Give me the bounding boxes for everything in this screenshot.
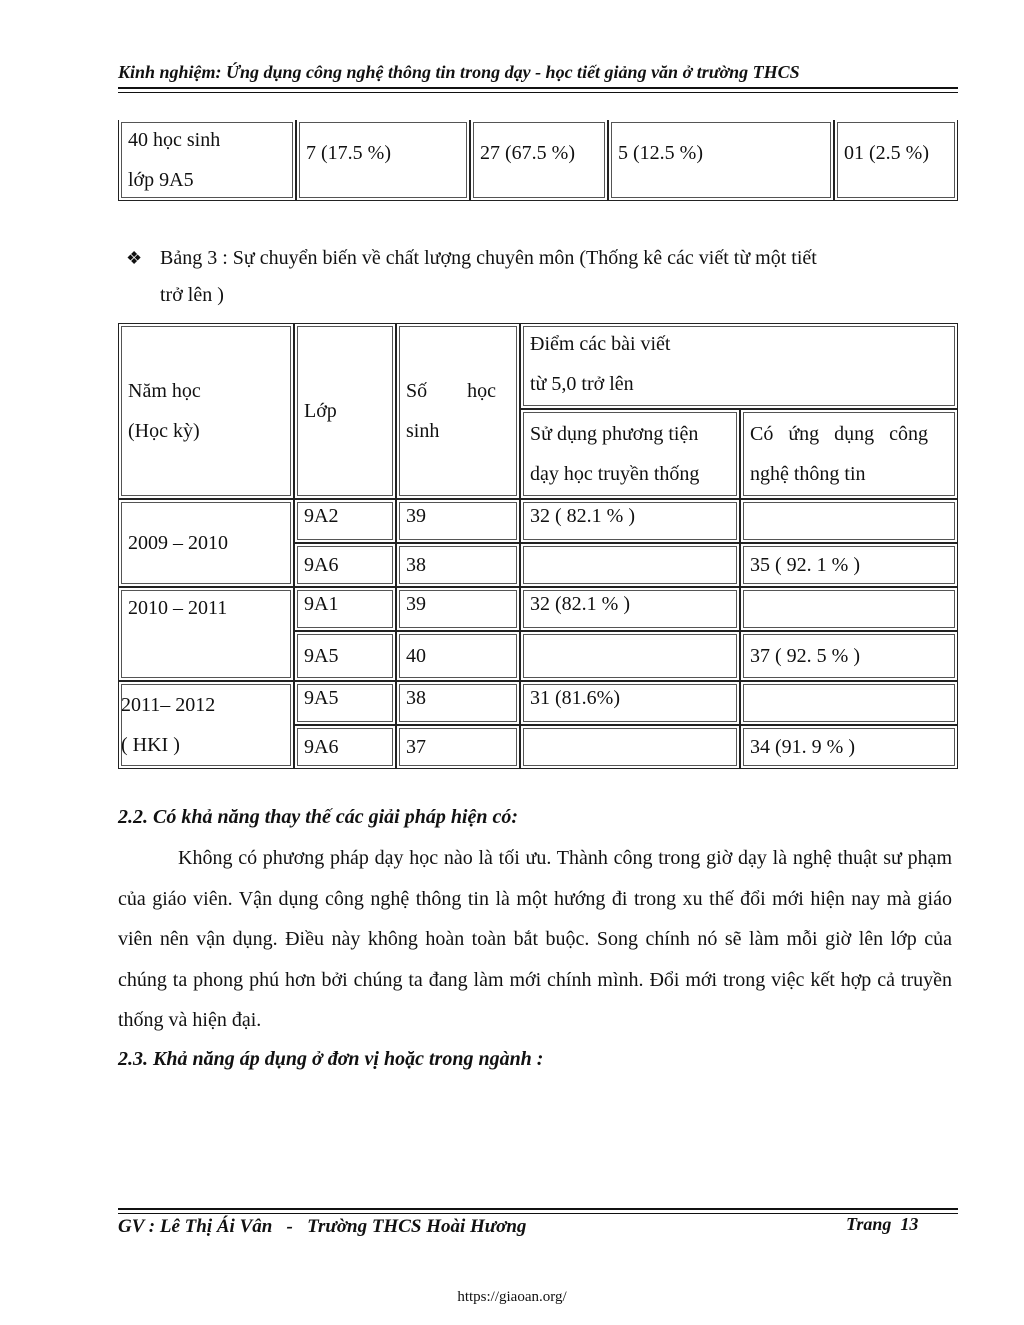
header-year-line: (Học kỳ) xyxy=(128,420,200,442)
students-cell: 39 xyxy=(396,499,520,543)
header-traditional-line: dạy học truyền thống xyxy=(530,463,700,485)
year-cell: 2010 – 2011 xyxy=(118,587,294,681)
students-cell: 38 xyxy=(396,543,520,587)
table-row xyxy=(118,681,958,725)
section-heading-2-2: 2.2. Có khả năng thay thế các giải pháp hiện có: xyxy=(118,806,519,828)
it-cell: 35 ( 92. 1 % ) xyxy=(740,543,958,587)
header-class: Lớp xyxy=(294,323,396,499)
header-students-line: sinh xyxy=(406,420,440,442)
year-cell-line: ( HKI ) xyxy=(121,734,180,756)
it-cell: 37 ( 92. 5 % ) xyxy=(740,631,958,681)
quality-table xyxy=(118,323,958,769)
header-traditional-line: Sử dụng phương tiện xyxy=(530,423,699,445)
it-cell xyxy=(740,587,958,631)
students-cell: 38 xyxy=(396,681,520,725)
table-header-row xyxy=(118,323,958,409)
table-cell: 01 (2.5 %) xyxy=(834,120,958,201)
students-cell: 39 xyxy=(396,587,520,631)
class-cell: 9A5 xyxy=(294,631,396,681)
header-students-line: Số học xyxy=(406,380,496,402)
header-rule xyxy=(118,87,958,93)
students-cell: 40 xyxy=(396,631,520,681)
caption-line: trở lên ) xyxy=(160,284,224,306)
students-cell: 37 xyxy=(396,725,520,769)
header-it-line: Có ứng dụng công xyxy=(750,423,929,445)
table-cell: 27 (67.5 %) xyxy=(470,120,608,201)
table-caption xyxy=(126,240,954,314)
header-year xyxy=(118,323,294,499)
header-students xyxy=(396,323,520,499)
class-cell: 9A5 xyxy=(294,681,396,725)
page-number: Trang 13 xyxy=(846,1214,919,1234)
header-year-line: Năm học xyxy=(128,380,201,402)
caption-line: Bảng 3 : Sự chuyển biến về chất lượng chuyên môn (Thống kê các viết từ một tiết xyxy=(160,247,817,269)
header-scores-line: từ 5,0 trở lên xyxy=(530,373,634,395)
table-cell: 7 (17.5 %) xyxy=(296,120,470,201)
year-cell xyxy=(118,681,294,769)
table-row xyxy=(118,587,958,631)
page-header: Kinh nghiệm: Ứng dụng công nghệ thông tin trong dạy - học tiết giảng văn ở trường THCS xyxy=(118,62,800,82)
section-2-2-body: Không có phương pháp dạy học nào là tối ưu. Thành công trong giờ dạy là nghệ thuật sư phạm của giáo viên. Vận dụng công nghệ thông tin là một hướng đi trong xu thế đổi mới hiện nay mà giáo viên nên vận dụng. Điều này không hoàn toàn bắt buộc. Song chính nó sẽ làm mỗi giờ lên lớp của chúng ta phong phú hơn bởi chúng ta đang làm mới chính mình. Đổi mới trong việc kết hợp cả truyền thống và hiện đại. xyxy=(118,847,952,1031)
footer-author: GV : Lê Thị Ái Vân - Trường THCS Hoài Hương xyxy=(118,1216,527,1237)
year-cell: 2009 – 2010 xyxy=(118,499,294,587)
year-cell-line: 2011– 2012 xyxy=(121,694,216,716)
traditional-cell: 31 (81.6%) xyxy=(520,681,740,725)
header-scores xyxy=(520,323,958,409)
table-cell xyxy=(118,120,296,201)
diamond-bullet-icon: ❖ xyxy=(126,248,143,268)
class-cell: 9A6 xyxy=(294,725,396,769)
section-heading-2-3: 2.3. Khả năng áp dụng ở đơn vị hoặc trong ngành : xyxy=(118,1048,544,1070)
it-cell: 34 (91. 9 % ) xyxy=(740,725,958,769)
it-cell xyxy=(740,681,958,725)
traditional-cell xyxy=(520,631,740,681)
traditional-cell xyxy=(520,543,740,587)
previous-table xyxy=(118,120,958,201)
table-row xyxy=(118,120,958,201)
table-row xyxy=(118,499,958,543)
row-label-line: lớp 9A5 xyxy=(128,169,194,191)
source-url[interactable]: https://giaoan.org/ xyxy=(457,1289,567,1305)
footer-rule xyxy=(118,1208,958,1214)
header-traditional xyxy=(520,409,740,499)
class-cell: 9A1 xyxy=(294,587,396,631)
header-scores-line: Điểm các bài viết xyxy=(530,333,671,355)
traditional-cell xyxy=(520,725,740,769)
class-cell: 9A6 xyxy=(294,543,396,587)
it-cell xyxy=(740,499,958,543)
traditional-cell: 32 (82.1 % ) xyxy=(520,587,740,631)
class-cell: 9A2 xyxy=(294,499,396,543)
header-it xyxy=(740,409,958,499)
traditional-cell: 32 ( 82.1 % ) xyxy=(520,499,740,543)
table-cell: 5 (12.5 %) xyxy=(608,120,834,201)
row-label-line: 40 học sinh xyxy=(128,129,221,151)
header-it-line: nghệ thông tin xyxy=(750,463,866,485)
